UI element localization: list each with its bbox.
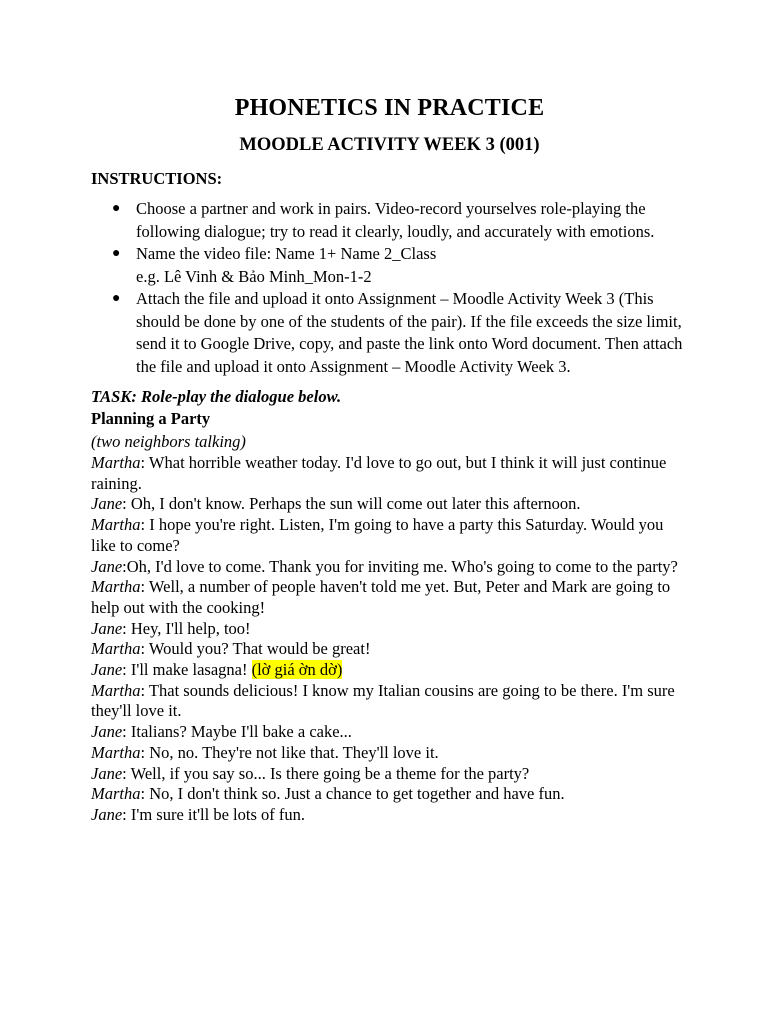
speaker-separator: : bbox=[140, 680, 149, 700]
dialogue-line bbox=[91, 639, 688, 660]
speaker-name: Martha bbox=[91, 453, 141, 472]
dialogue-line bbox=[91, 619, 688, 640]
speaker-separator: : bbox=[122, 618, 131, 638]
instruction-example: e.g. Lê Vinh & Bảo Minh_Mon-1-2 bbox=[136, 266, 372, 286]
speaker-separator: : bbox=[122, 556, 127, 576]
speaker-name: Jane bbox=[91, 618, 123, 638]
dialogue-text: What horrible weather today. I'd love to go out, but I think it will just continue raining. bbox=[91, 453, 667, 493]
speaker-name: Jane bbox=[91, 804, 123, 824]
dialogue-text: Italians? Maybe I'll bake a cake... bbox=[130, 722, 352, 742]
instruction-text: Attach the file and upload it onto Assignment – Moodle Activity Week 3 (This should be done by one of the students of the pair). If the file exceeds the size limit, send it to Google Drive, copy, and paste the link onto Word document. Then attach the file and upload it onto Assignment – Moodle Activity Week 3. bbox=[136, 289, 683, 376]
pronunciation-highlight: (lờ giá ờn dờ) bbox=[251, 660, 343, 680]
dialogue-text: Oh, I'd love to come. Thank you for inviting me. Who's going to come to the party? bbox=[126, 556, 678, 576]
instructions-heading: INSTRUCTIONS: bbox=[91, 169, 223, 188]
speaker-separator: : bbox=[122, 660, 131, 680]
speaker-separator: : bbox=[140, 453, 149, 472]
speaker-name: Martha bbox=[91, 639, 141, 659]
dialogue-line bbox=[91, 681, 688, 722]
dialogue-text: That sounds delicious! I know my Italian cousins are going to be there. I'm sure they'll love it. bbox=[91, 680, 675, 721]
instruction-text: Name the video file: Name 1+ Name 2_Class bbox=[136, 244, 437, 263]
dialogue-text: I'll make lasagna! bbox=[130, 660, 252, 680]
dialogue-line bbox=[91, 722, 688, 743]
bullet-icon: ● bbox=[112, 246, 121, 261]
bullet-icon: ● bbox=[112, 201, 121, 216]
dialogue-line bbox=[91, 764, 688, 785]
speaker-separator: : bbox=[122, 494, 131, 514]
speaker-name: Martha bbox=[91, 742, 141, 762]
speaker-name: Martha bbox=[91, 784, 141, 804]
speaker-separator: : bbox=[140, 784, 150, 804]
speaker-name: Jane bbox=[91, 494, 123, 514]
dialogue-text: I hope you're right. Listen, I'm going to have a party this Saturday. Would you like to come? bbox=[91, 515, 664, 555]
dialogue bbox=[91, 453, 688, 826]
instruction-item bbox=[91, 288, 688, 378]
speaker-separator: : bbox=[140, 577, 149, 597]
dialogue-text: Would you? That would be great! bbox=[148, 639, 371, 659]
dialogue-line bbox=[91, 453, 688, 494]
dialogue-text: No, I don't think so. Just a chance to get together and have fun. bbox=[149, 784, 565, 804]
dialogue-line bbox=[91, 515, 688, 556]
dialogue-text: Hey, I'll help, too! bbox=[130, 618, 251, 638]
dialogue-text: No, no. They're not like that. They'll love it. bbox=[149, 742, 439, 762]
instruction-item bbox=[91, 243, 688, 288]
instruction-item bbox=[91, 198, 688, 243]
dialogue-line bbox=[91, 660, 688, 681]
document-title: PHONETICS IN PRACTICE bbox=[234, 95, 545, 121]
dialogue-text: Well, a number of people haven't told me yet. But, Peter and Mark are going to help out with the cooking! bbox=[91, 577, 671, 617]
instructions-list bbox=[91, 198, 688, 378]
speaker-separator: : bbox=[122, 804, 131, 824]
dialogue-line bbox=[91, 494, 688, 515]
speaker-separator: : bbox=[122, 763, 131, 783]
speaker-separator: : bbox=[140, 515, 150, 535]
dialogue-line bbox=[91, 805, 688, 826]
instruction-text: Choose a partner and work in pairs. Video-record yourselves role-playing the following dialogue; try to read it clearly, loudly, and accurately with emotions. bbox=[136, 199, 655, 241]
speaker-name: Martha bbox=[91, 680, 141, 700]
dialogue-text: Well, if you say so... Is there going be a theme for the party? bbox=[130, 763, 530, 783]
bullet-icon: ● bbox=[112, 291, 121, 306]
speaker-name: Jane bbox=[91, 763, 123, 783]
speaker-separator: : bbox=[140, 742, 150, 762]
dialogue-title: Planning a Party bbox=[91, 409, 211, 428]
dialogue-text: I'm sure it'll be lots of fun. bbox=[130, 804, 306, 824]
speaker-separator: : bbox=[122, 722, 131, 742]
dialogue-line bbox=[91, 743, 688, 764]
dialogue-line bbox=[91, 557, 688, 578]
task-heading: TASK: Role-play the dialogue below. bbox=[91, 387, 342, 406]
dialogue-context: (two neighbors talking) bbox=[91, 432, 246, 451]
speaker-separator: : bbox=[140, 639, 149, 659]
dialogue-line bbox=[91, 577, 688, 618]
speaker-name: Jane bbox=[91, 660, 123, 680]
speaker-name: Martha bbox=[91, 577, 141, 597]
dialogue-text: Oh, I don't know. Perhaps the sun will come out later this afternoon. bbox=[130, 494, 581, 514]
speaker-name: Jane bbox=[91, 556, 123, 576]
speaker-name: Jane bbox=[91, 722, 123, 742]
document-subtitle: MOODLE ACTIVITY WEEK 3 (001) bbox=[239, 135, 540, 155]
speaker-name: Martha bbox=[91, 515, 141, 535]
dialogue-line bbox=[91, 784, 688, 805]
